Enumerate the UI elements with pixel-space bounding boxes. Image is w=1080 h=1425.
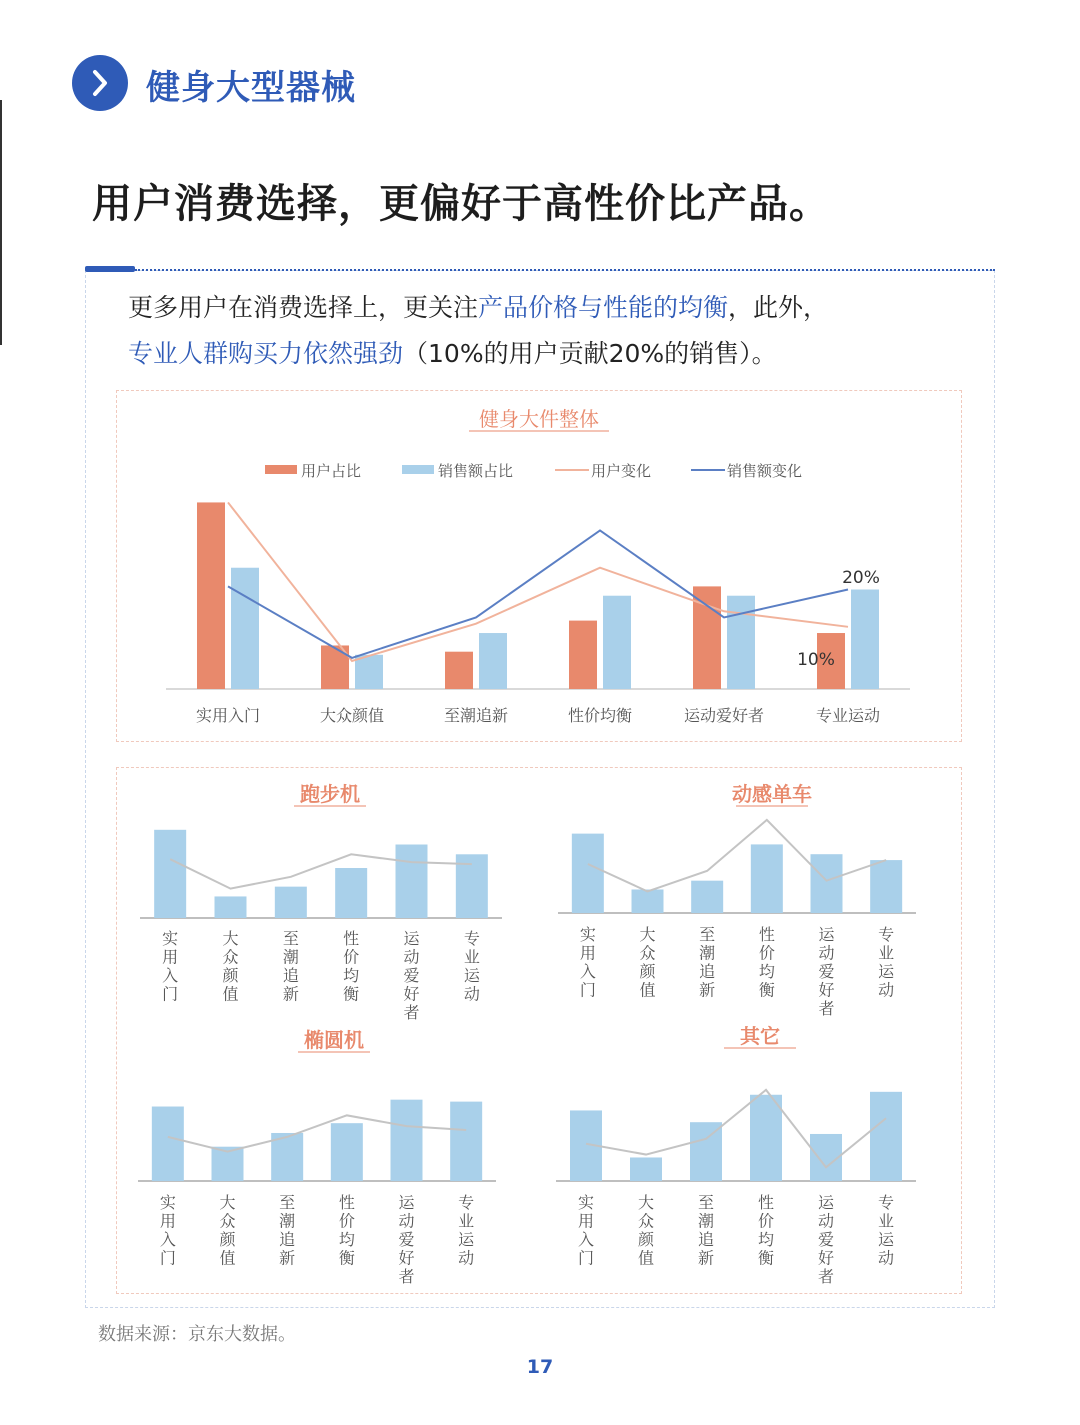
mini-bar — [751, 844, 783, 913]
mini-bar — [391, 1100, 423, 1181]
mini-x-tick-label: 至潮追新 — [699, 925, 716, 1000]
mini-x-tick-label: 实用入门 — [159, 1193, 176, 1268]
mini-x-tick-label: 大众颜值 — [219, 1193, 236, 1268]
x-tick-label: 至潮追新 — [443, 706, 509, 725]
mini-bar — [750, 1095, 782, 1181]
mini-chart-title: 动感单车 — [732, 782, 812, 806]
intro-text-2: ，此外， — [728, 293, 829, 322]
mini-bar — [396, 845, 428, 919]
mini-x-tick-label: 至潮追新 — [282, 929, 299, 1004]
mini-bar — [632, 889, 664, 913]
mini-bar — [870, 1092, 902, 1181]
mini-bar — [450, 1102, 482, 1181]
bar-user-share — [569, 621, 597, 689]
mini-x-tick-label: 性价均衡 — [338, 1193, 355, 1268]
mini-x-tick-label: 专业运动 — [877, 1193, 895, 1268]
bar-sales-share — [851, 590, 879, 690]
mini-bar — [630, 1157, 662, 1181]
bar-sales-share — [727, 596, 755, 689]
mini-x-tick-label: 运动爱好者 — [398, 1193, 415, 1286]
mini-chart-title: 跑步机 — [300, 782, 360, 806]
x-tick-label: 大众颜值 — [319, 706, 385, 725]
bar-user-share — [197, 502, 225, 689]
mini-x-tick-label: 大众颜值 — [222, 929, 239, 1004]
bar-sales-share — [231, 568, 259, 689]
bar-sales-share — [603, 596, 631, 689]
intro-text-1: 更多用户在消费选择上，更关注 — [128, 293, 479, 322]
legend-swatch-1 — [402, 465, 434, 474]
mini-x-tick-label: 专业运动 — [458, 1193, 475, 1268]
mini-x-tick-label: 大众颜值 — [637, 1193, 655, 1268]
section-title: 健身大型器械 — [146, 68, 356, 108]
legend-swatch-0 — [265, 465, 297, 474]
page-headline: 用户消费选择，更偏好于高性价比产品。 — [92, 181, 830, 227]
mini-bar — [215, 896, 247, 918]
mini-bar — [152, 1107, 184, 1181]
mini-trend-line — [586, 1090, 886, 1167]
mini-x-tick-label: 至潮追新 — [697, 1193, 715, 1268]
mini-bar — [811, 854, 843, 913]
bar-user-share — [445, 652, 473, 689]
bar-sales-share — [479, 633, 507, 689]
mini-bar — [331, 1123, 363, 1181]
page-number: 17 — [526, 1356, 554, 1378]
mini-x-tick-label: 专业运动 — [463, 929, 480, 1004]
legend-label-1: 销售额占比 — [438, 462, 514, 480]
mini-x-tick-label: 运动爱好者 — [818, 925, 835, 1018]
x-tick-label: 运动爱好者 — [683, 706, 765, 725]
mini-x-tick-label: 性价均衡 — [758, 925, 775, 1000]
legend-label-0: 用户占比 — [301, 462, 362, 480]
mini-x-tick-label: 运动爱好者 — [403, 929, 420, 1022]
mini-bar — [870, 860, 902, 913]
mini-x-tick-label: 专业运动 — [878, 925, 895, 1000]
mini-x-tick-label: 实用入门 — [579, 925, 596, 1000]
mini-bar — [690, 1122, 722, 1181]
annotation-10pct: 10% — [797, 650, 835, 670]
legend-label-2: 用户变化 — [591, 462, 652, 480]
intro-highlight-2: 专业人群购买力依然强劲 — [128, 339, 404, 368]
mini-x-tick-label: 实用入门 — [577, 1193, 595, 1268]
mini-chart-title: 其它 — [740, 1024, 780, 1048]
mini-x-tick-label: 运动爱好者 — [817, 1193, 835, 1286]
data-source-note: 数据来源：京东大数据。 — [98, 1324, 296, 1345]
mini-x-tick-label: 大众颜值 — [639, 925, 656, 1000]
chart-title: 健身大件整体 — [479, 407, 599, 431]
x-tick-label: 实用入门 — [195, 706, 261, 725]
legend-label-3: 销售额变化 — [727, 462, 803, 480]
mini-x-tick-label: 性价均衡 — [757, 1193, 775, 1268]
mini-chart-title: 椭圆机 — [304, 1028, 364, 1052]
mini-bar — [572, 834, 604, 913]
mini-x-tick-label: 至潮追新 — [279, 1193, 296, 1268]
x-tick-label: 性价均衡 — [567, 706, 633, 725]
intro-text-3: （10%的用户贡献20%的销售）。 — [403, 339, 777, 368]
mini-x-tick-label: 性价均衡 — [343, 929, 360, 1004]
x-tick-label: 专业运动 — [815, 706, 881, 725]
bar-sales-share — [355, 655, 383, 689]
mini-bar — [154, 830, 186, 918]
mini-bar — [275, 887, 307, 918]
mini-x-tick-label: 实用入门 — [162, 929, 179, 1004]
intro-highlight-1: 产品价格与性能的均衡 — [478, 293, 729, 322]
mini-bar — [335, 868, 367, 918]
annotation-20pct: 20% — [842, 568, 880, 588]
mini-bar — [691, 881, 723, 913]
